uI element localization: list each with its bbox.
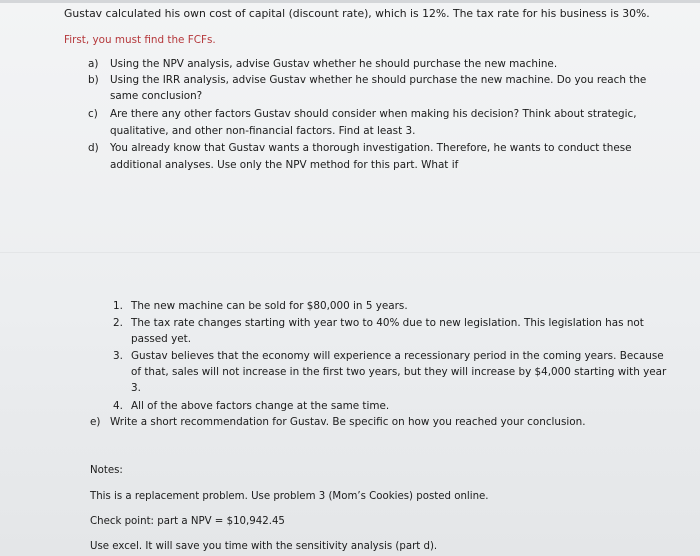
question-b-label: b) — [88, 74, 99, 86]
what-if-3-line-2: of that, sales will not increase in the first two years, but they will increase by $4,000 starting with year — [131, 366, 667, 378]
notes-heading: Notes: — [90, 465, 123, 476]
question-d-line-2: additional analyses. Use only the NPV method for this part. What if — [110, 159, 459, 171]
question-b-line-1: Using the IRR analysis, advise Gustav whether he should purchase the new machine. Do you reach the — [110, 74, 647, 86]
note-replacement: This is a replacement problem. Use problem 3 (Mom’s Cookies) posted online. — [90, 491, 489, 502]
fcf-instruction: First, you must find the FCFs. — [64, 34, 216, 46]
what-if-3-line-3: 3. — [131, 382, 141, 394]
question-a-label: a) — [88, 58, 99, 70]
what-if-3-line-1: Gustav believes that the economy will experience a recessionary period in the coming years. Because — [131, 350, 664, 362]
question-e-label: e) — [90, 416, 101, 428]
question-a-line-1: Using the NPV analysis, advise Gustav whether he should purchase the new machine. — [110, 58, 558, 70]
note-check-point: Check point: part a NPV = $10,942.45 — [90, 516, 285, 527]
question-c-label: c) — [88, 108, 98, 120]
what-if-3-label: 3. — [113, 350, 123, 362]
what-if-4-label: 4. — [113, 400, 123, 412]
top-edge — [0, 0, 700, 3]
question-c-line-1: Are there any other factors Gustav should consider when making his decision? Think about strategic, — [110, 108, 637, 120]
what-if-2-line-1: The tax rate changes starting with year two to 40% due to new legislation. This legislation has not — [131, 317, 644, 329]
question-d-label: d) — [88, 142, 99, 154]
question-b-line-2: same conclusion? — [110, 90, 203, 102]
intro-text: Gustav calculated his own cost of capital (discount rate), which is 12%. The tax rate for his business is 30%. — [64, 7, 650, 20]
what-if-1-line-1: The new machine can be sold for $80,000 in 5 years. — [131, 300, 408, 312]
what-if-4-line-1: All of the above factors change at the same time. — [131, 400, 390, 412]
what-if-1-label: 1. — [113, 300, 123, 312]
note-use-excel: Use excel. It will save you time with the sensitivity analysis (part d). — [90, 541, 438, 552]
question-c-line-2: qualitative, and other non-financial factors. Find at least 3. — [110, 125, 416, 137]
what-if-2-line-2: passed yet. — [131, 333, 191, 345]
question-e-line-1: Write a short recommendation for Gustav. Be specific on how you reached your conclusion. — [110, 416, 586, 428]
paper-shade — [0, 252, 700, 253]
what-if-2-label: 2. — [113, 317, 123, 329]
question-d-line-1: You already know that Gustav wants a thorough investigation. Therefore, he wants to conduct these — [110, 142, 632, 154]
